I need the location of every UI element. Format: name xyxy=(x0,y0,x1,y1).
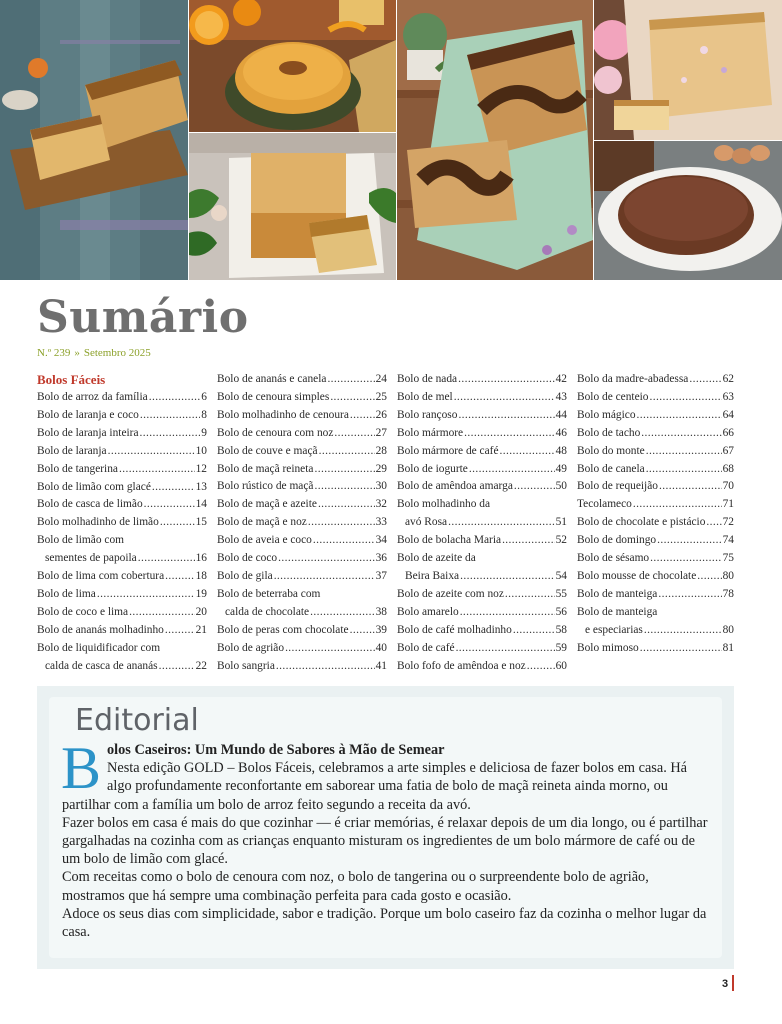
toc-entry xyxy=(577,478,734,496)
toc-entry-page: 50 xyxy=(555,480,567,493)
toc-leader-dots xyxy=(334,425,374,443)
toc-entry xyxy=(37,389,207,407)
toc-entry xyxy=(217,514,387,532)
toc-entry-title: Bolo de cenoura simples xyxy=(217,390,330,403)
toc-column-1 xyxy=(37,371,207,676)
toc-entry-page: 29 xyxy=(375,462,387,475)
toc-entry-title: calda de chocolate xyxy=(225,605,310,618)
toc-entry-title: Bolo de café molhadinho xyxy=(397,623,512,636)
toc-entry-page: 46 xyxy=(555,426,567,439)
toc-leader-dots xyxy=(460,604,555,622)
toc-entry xyxy=(577,622,734,640)
toc-leader-dots xyxy=(350,622,375,640)
toc-entry-page: 59 xyxy=(555,641,567,654)
editorial-paragraph: Adoce os seus dias com simplicidade, sabor e tradição. Porque um bolo caseiro faz da cozinha o melhor lugar da casa. xyxy=(62,905,707,941)
toc-entry-page: 18 xyxy=(195,570,207,583)
toc-entry-title: Bolo de cenoura com noz xyxy=(217,426,334,439)
toc-column-4 xyxy=(577,371,734,658)
toc-entry xyxy=(217,461,387,479)
toc-entry-title: Bolo de coco xyxy=(217,552,278,565)
toc-leader-dots xyxy=(285,640,375,658)
toc-leader-dots xyxy=(327,371,374,389)
toc-entry xyxy=(217,532,387,550)
toc-entry-title: Bolo mágico xyxy=(577,408,636,421)
page-number: 3 xyxy=(722,978,729,990)
toc-entry-title: Bolo de limão com glacé xyxy=(37,480,151,493)
toc-entry-page: 33 xyxy=(375,516,387,529)
toc-entry xyxy=(577,389,734,407)
toc-leader-dots xyxy=(319,443,375,461)
toc-entry-page: 72 xyxy=(722,516,734,529)
editorial-body xyxy=(61,735,712,941)
editorial-paragraph: Com receitas como o bolo de cenoura com noz, o bolo de tangerina ou o surpreendente bolo de agrião, mostramos que há sempre uma combinação perfeita para cada gosto e ocasião. xyxy=(62,869,649,904)
toc-entry-title-line: Bolo de manteiga xyxy=(577,605,658,618)
toc-entry xyxy=(217,658,387,676)
toc-entry-page: 21 xyxy=(195,623,207,636)
toc-entry-title: Beira Baixa xyxy=(405,569,460,582)
toc-entry-title: Bolo de peras com chocolate xyxy=(217,623,349,636)
toc-leader-dots xyxy=(458,407,554,425)
toc-entry-title: Bolo de tacho xyxy=(577,426,641,439)
toc-leader-dots xyxy=(330,389,374,407)
editorial-box xyxy=(37,686,734,969)
toc-entry-page: 43 xyxy=(555,390,567,403)
toc-leader-dots xyxy=(658,586,721,604)
toc-entry-title: Bolo de maçã e noz xyxy=(217,516,307,529)
page-number-bar xyxy=(732,975,734,991)
toc-leader-dots xyxy=(314,478,374,496)
toc-leader-dots xyxy=(650,550,721,568)
toc-entry-title: calda de casca de ananás xyxy=(45,659,158,672)
toc-entry-title: Bolo de domingo xyxy=(577,534,657,547)
toc-entry-page: 68 xyxy=(722,462,734,475)
toc-leader-dots xyxy=(454,389,555,407)
toc-entry-page: 54 xyxy=(555,569,567,582)
toc-entry-title: Bolo de ananás molhadinho xyxy=(37,623,164,636)
toc-entry-page: 15 xyxy=(195,516,207,529)
toc-column-3 xyxy=(397,371,567,675)
toc-entry-page: 70 xyxy=(722,480,734,493)
toc-entry-title: Bolo de azeite com noz xyxy=(397,587,504,600)
toc-entry xyxy=(37,496,207,514)
toc-leader-dots xyxy=(308,514,375,532)
toc-leader-dots xyxy=(144,496,195,514)
toc-entry xyxy=(397,443,567,461)
toc-entry-title: Bolo de coco e lima xyxy=(37,605,129,618)
toc-entry-page: 19 xyxy=(195,587,207,600)
toc-entry-page: 16 xyxy=(195,552,207,565)
toc-entry-page: 48 xyxy=(555,444,567,457)
toc-leader-dots xyxy=(313,532,375,550)
editorial-heading: Editorial xyxy=(75,703,199,738)
toc-entry-title: Bolo de gila xyxy=(217,569,273,582)
toc-entry-page: 20 xyxy=(195,605,207,618)
cream-cake-photo xyxy=(594,0,782,140)
toc-entry-page: 36 xyxy=(375,552,387,565)
toc-leader-dots xyxy=(318,496,375,514)
toc-entry-title: Bolo de mel xyxy=(397,390,453,403)
toc-entry-page: 22 xyxy=(195,659,207,672)
toc-entry-page: 52 xyxy=(555,534,567,547)
toc-leader-dots xyxy=(165,568,194,586)
toc-entry-title: Bolo de bolacha Maria xyxy=(397,534,502,547)
toc-entry xyxy=(217,407,387,425)
toc-leader-dots xyxy=(505,586,555,604)
toc-entry xyxy=(397,532,567,550)
toc-entry-title: Bolo de requeijão xyxy=(577,480,658,493)
toc-entry-title: Bolo mimoso xyxy=(577,641,639,654)
toc-entry xyxy=(397,461,567,479)
toc-entry xyxy=(397,640,567,658)
toc-entry-title: Bolo da madre-abadessa xyxy=(577,373,689,385)
toc-leader-dots xyxy=(689,371,721,389)
toc-leader-dots xyxy=(641,425,721,443)
toc-entry-title-line: Bolo de limão com xyxy=(37,534,124,547)
toc-entry-title: Bolo de lima xyxy=(37,587,96,600)
toc-entry xyxy=(37,568,207,586)
toc-entry-page: 32 xyxy=(375,498,387,511)
toc-entry xyxy=(217,640,387,658)
toc-entry-title: Bolo amarelo xyxy=(397,605,459,618)
toc-entry xyxy=(217,389,387,407)
toc-entry-title: Bolo de tangerina xyxy=(37,462,118,475)
toc-entry xyxy=(397,586,567,604)
toc-entry-title: Bolo de maçã reineta xyxy=(217,462,314,475)
toc-entry-page: 12 xyxy=(195,462,207,475)
lemon-loaf-photo xyxy=(0,0,188,280)
toc-leader-dots xyxy=(160,514,195,532)
toc-leader-dots xyxy=(140,425,201,443)
toc-entry-page: 10 xyxy=(195,444,207,457)
toc-entry-title: avó Rosa xyxy=(405,516,448,529)
toc-entry-title: Bolo de agrião xyxy=(217,641,285,654)
toc-entry-title-line: Bolo de azeite da xyxy=(397,552,476,565)
toc-leader-dots xyxy=(97,586,195,604)
toc-entry-title: Bolo de ananás e canela xyxy=(217,373,327,385)
toc-entry-title: Bolo rústico de maçã xyxy=(217,480,314,493)
editorial-paragraph: Nesta edição GOLD – Bolos Fáceis, celebramos a arte simples e deliciosa de fazer bolos em casa. Há algo profundamente reconfortante em saborear uma fatia de bolo de maçã reineta ainda morno, ou partilhar com a família um bolo de arroz feito segundo a receita da avó. xyxy=(62,760,688,813)
toc-leader-dots xyxy=(646,461,722,479)
toc-entry-page: 67 xyxy=(722,444,734,457)
toc-leader-dots xyxy=(165,622,195,640)
toc-entry-page: 60 xyxy=(555,659,567,672)
toc-entry-page: 80 xyxy=(722,623,734,636)
toc-entry-title: Bolo molhadinho de limão xyxy=(37,516,159,529)
issue-info xyxy=(37,347,151,359)
toc-entry-page: 51 xyxy=(555,516,567,529)
toc-leader-dots xyxy=(350,407,375,425)
toc-entry-page: 8 xyxy=(201,408,207,421)
toc-entry-page: 58 xyxy=(555,623,567,636)
toc-entry xyxy=(37,461,207,479)
toc-entry-title: Bolo mármore de café xyxy=(397,444,499,457)
toc-entry xyxy=(37,550,207,568)
toc-entry-page: 39 xyxy=(375,623,387,636)
toc-entry xyxy=(37,514,207,532)
toc-leader-dots xyxy=(274,568,375,586)
issue-separator: » xyxy=(74,347,80,359)
toc-entry-title: Tecolameco xyxy=(577,498,632,511)
toc-leader-dots xyxy=(276,658,375,676)
toc-entry xyxy=(217,568,387,586)
toc-entry-page: 55 xyxy=(555,587,567,600)
toc-entry-page: 71 xyxy=(722,498,734,511)
toc-entry xyxy=(397,407,567,425)
toc-leader-dots xyxy=(159,658,195,676)
toc-entry-page: 49 xyxy=(555,462,567,475)
toc-leader-dots xyxy=(456,640,555,658)
toc-entry xyxy=(577,640,734,658)
toc-leader-dots xyxy=(502,532,555,550)
toc-entry-page: 63 xyxy=(722,390,734,403)
editorial-dropcap: B xyxy=(61,735,102,801)
toc-entry xyxy=(37,479,207,497)
toc-entry-page: 66 xyxy=(722,426,734,439)
toc-leader-dots xyxy=(657,532,722,550)
toc-entry-title: sementes de papoila xyxy=(45,552,137,565)
toc-leader-dots xyxy=(637,407,722,425)
toc-leader-dots xyxy=(460,568,555,586)
toc-entry-title: Bolo de centeio xyxy=(577,390,649,403)
toc-entry-page: 37 xyxy=(375,569,387,582)
toc-entry xyxy=(397,604,567,622)
toc-entry xyxy=(577,425,734,443)
toc-entry-page: 44 xyxy=(555,408,567,421)
toc-entry xyxy=(37,425,207,443)
toc-entry xyxy=(217,371,387,389)
toc-leader-dots xyxy=(706,514,721,532)
toc-leader-dots xyxy=(310,604,374,622)
toc-entry xyxy=(577,371,734,389)
editorial-headline: olos Caseiros: Um Mundo de Sabores à Mão de Semear xyxy=(107,742,445,758)
toc-section-title: Bolos Fáceis xyxy=(37,372,106,387)
toc-entry-title: Bolo de laranja inteira xyxy=(37,426,139,439)
toc-leader-dots xyxy=(119,461,195,479)
toc-entry xyxy=(397,478,567,496)
toc-column-2 xyxy=(217,371,387,675)
toc-leader-dots xyxy=(633,496,722,514)
toc-entry-title: Bolo de maçã e azeite xyxy=(217,498,317,511)
toc-entry xyxy=(217,604,387,622)
toc-entry-title: Bolo de sésamo xyxy=(577,552,650,565)
toc-entry-title: Bolo fofo de amêndoa e noz xyxy=(397,659,526,672)
toc-entry-title: Bolo rançoso xyxy=(397,408,458,421)
toc-entry xyxy=(397,568,567,586)
toc-entry-title-line: Bolo de liquidificador com xyxy=(37,641,161,654)
toc-entry-title: Bolo de manteiga xyxy=(577,587,658,600)
issue-date: Setembro 2025 xyxy=(83,347,151,359)
photo-banner xyxy=(0,0,782,280)
toc-entry-title-line: Bolo de beterraba com xyxy=(217,587,321,600)
toc-entry-page: 25 xyxy=(375,390,387,403)
toc-entry-page: 40 xyxy=(375,641,387,654)
toc-entry-page: 80 xyxy=(722,569,734,582)
toc-entry-title: Bolo de laranja xyxy=(37,444,107,457)
toc-entry xyxy=(37,622,207,640)
toc-entry-title: Bolo de arroz da família xyxy=(37,391,148,403)
toc-entry xyxy=(217,550,387,568)
toc-entry-page: 34 xyxy=(375,534,387,547)
toc-entry-page: 42 xyxy=(555,373,567,385)
toc-leader-dots xyxy=(514,478,555,496)
toc-entry-title: Bolo de iogurte xyxy=(397,462,468,475)
marble-cake-photo xyxy=(397,0,593,280)
toc-entry xyxy=(397,389,567,407)
toc-entry xyxy=(397,514,567,532)
toc-entry-title: Bolo de lima com cobertura xyxy=(37,570,165,583)
toc-entry-page: 28 xyxy=(375,444,387,457)
toc-leader-dots xyxy=(650,389,722,407)
toc-leader-dots xyxy=(129,604,195,622)
toc-entry-page: 26 xyxy=(375,408,387,421)
toc-leader-dots xyxy=(697,568,721,586)
toc-entry-page: 14 xyxy=(195,498,207,511)
toc-leader-dots xyxy=(527,658,555,676)
toc-entry-title: Bolo mousse de chocolate xyxy=(577,569,697,582)
toc-leader-dots xyxy=(108,443,195,461)
toc-leader-dots xyxy=(500,443,555,461)
toc-leader-dots xyxy=(152,479,195,497)
toc-entry-page: 62 xyxy=(722,373,734,385)
toc-entry xyxy=(577,461,734,479)
toc-entry xyxy=(397,425,567,443)
toc-entry-page: 41 xyxy=(375,659,387,672)
toc-entry xyxy=(577,586,734,604)
toc-entry-page: 81 xyxy=(722,641,734,654)
toc-entry-page: 38 xyxy=(375,605,387,618)
toc-leader-dots xyxy=(513,622,555,640)
page-title: Sumário xyxy=(37,292,249,343)
toc-leader-dots xyxy=(464,425,554,443)
toc-entry-title: Bolo molhadinho de cenoura xyxy=(217,408,349,421)
toc-entry xyxy=(577,496,734,514)
toc-entry-title: Bolo de amêndoa amarga xyxy=(397,480,513,493)
toc-entry xyxy=(577,550,734,568)
toc-leader-dots xyxy=(140,407,200,425)
orange-bundt-photo xyxy=(189,0,396,132)
coconut-cake-photo xyxy=(189,133,396,280)
toc-entry xyxy=(577,568,734,586)
toc-entry-page: 9 xyxy=(201,426,207,439)
toc-entry xyxy=(37,658,207,676)
toc-leader-dots xyxy=(138,550,195,568)
toc-entry-page: 78 xyxy=(722,587,734,600)
toc-entry xyxy=(217,496,387,514)
toc-entry xyxy=(217,443,387,461)
toc-leader-dots xyxy=(659,478,722,496)
toc-entry-page: 13 xyxy=(195,480,207,493)
toc-leader-dots xyxy=(640,640,722,658)
toc-entry xyxy=(577,514,734,532)
toc-entry xyxy=(217,622,387,640)
toc-entry xyxy=(397,658,567,676)
toc-leader-dots xyxy=(314,461,374,479)
toc-entry-title: Bolo de café xyxy=(397,641,455,654)
toc-leader-dots xyxy=(448,514,555,532)
toc-entry xyxy=(217,478,387,496)
toc-entry-page: 24 xyxy=(375,373,387,385)
toc-entry-title: Bolo sangria xyxy=(217,659,275,672)
toc-entry xyxy=(397,622,567,640)
toc-entry xyxy=(37,604,207,622)
toc-leader-dots xyxy=(644,622,722,640)
toc-entry-title: Bolo mármore xyxy=(397,426,464,439)
toc-entry xyxy=(577,532,734,550)
toc-entry xyxy=(397,371,567,389)
toc-leader-dots xyxy=(469,461,555,479)
toc-entry-page: 75 xyxy=(722,552,734,565)
toc-entry xyxy=(577,407,734,425)
toc-entry-title: Bolo de chocolate e pistácio xyxy=(577,516,706,529)
chocolate-cake-photo xyxy=(594,141,782,280)
toc-leader-dots xyxy=(149,389,201,407)
toc-entry-title: Bolo de canela xyxy=(577,462,645,475)
toc-entry xyxy=(37,407,207,425)
toc-entry xyxy=(37,443,207,461)
toc-entry-title-line: Bolo molhadinho da xyxy=(397,498,491,511)
toc-leader-dots xyxy=(278,550,375,568)
toc-entry-title: Bolo de laranja e coco xyxy=(37,408,139,421)
toc-leader-dots xyxy=(646,443,722,461)
toc-entry-page: 56 xyxy=(555,605,567,618)
toc-entry-title: e especiarias xyxy=(585,623,643,636)
toc-entry xyxy=(577,443,734,461)
toc-entry-title: Bolo de casca de limão xyxy=(37,498,143,511)
toc-entry xyxy=(217,425,387,443)
toc-entry-page: 64 xyxy=(722,408,734,421)
toc-leader-dots xyxy=(458,371,555,389)
toc-entry-page: 27 xyxy=(375,426,387,439)
toc-entry-page: 30 xyxy=(375,480,387,493)
toc-entry-title: Bolo de nada xyxy=(397,373,458,385)
toc-entry-title: Bolo de couve e maçã xyxy=(217,444,318,457)
toc-entry-title: Bolo do monte xyxy=(577,444,645,457)
toc-entry-page: 74 xyxy=(722,534,734,547)
issue-number: N.º 239 xyxy=(37,347,71,359)
toc-entry-page: 6 xyxy=(201,391,207,403)
toc-entry-title: Bolo de aveia e coco xyxy=(217,534,312,547)
toc-entry xyxy=(37,586,207,604)
editorial-paragraph: Fazer bolos em casa é mais do que cozinhar — é criar memórias, é relaxar depois de um dia longo, ou é partilhar gargalhadas na cozinha com as crianças enquanto misturam os ingredientes de um bolo mármore de café ou de um bolo de limão com glacé. xyxy=(62,814,708,868)
